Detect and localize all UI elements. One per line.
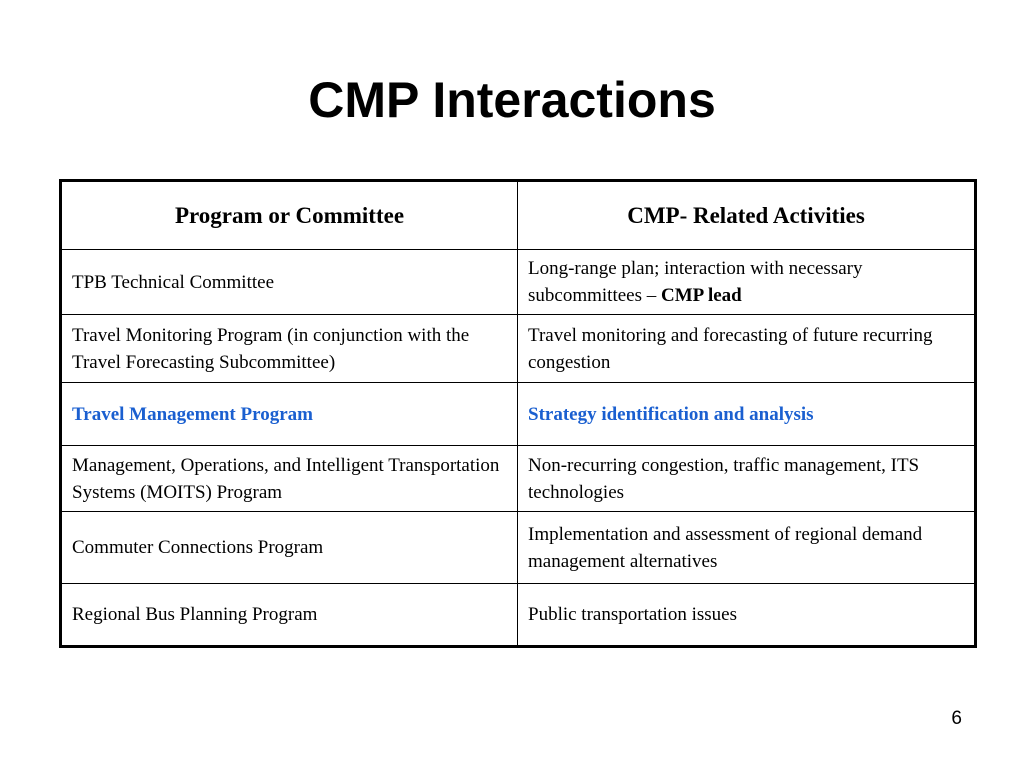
table-header-row: [61, 181, 976, 250]
slide-title: CMP Interactions: [308, 72, 716, 128]
cmp-interactions-table: [59, 179, 977, 648]
header-program-or-committee: Program or Committee: [61, 181, 518, 250]
activity-cell: Public transportation issues: [518, 584, 976, 647]
page-number: 6: [951, 708, 962, 729]
header-cmp-related-activities: CMP- Related Activities: [518, 181, 976, 250]
table-row: [61, 512, 976, 584]
activity-cell: [518, 250, 976, 315]
table-row: [61, 250, 976, 315]
program-cell: Commuter Connections Program: [61, 512, 518, 584]
table-row-highlighted: [61, 383, 976, 446]
activity-cell: Strategy identification and analysis: [518, 383, 976, 446]
activity-text: Long-range plan; interaction with necessary subcommittees –: [528, 258, 863, 306]
program-cell: Management, Operations, and Intelligent Transportation Systems (MOITS) Program: [61, 446, 518, 512]
activity-bold-suffix: CMP lead: [660, 285, 742, 306]
program-cell: TPB Technical Committee: [61, 250, 518, 315]
activity-cell: Travel monitoring and forecasting of future recurring congestion: [518, 315, 976, 383]
program-cell: Travel Monitoring Program (in conjunction with the Travel Forecasting Subcommittee): [61, 315, 518, 383]
table-row: [61, 584, 976, 647]
program-cell: Travel Management Program: [61, 383, 518, 446]
activity-cell: Non-recurring congestion, traffic management, ITS technologies: [518, 446, 976, 512]
program-cell: Regional Bus Planning Program: [61, 584, 518, 647]
activity-cell: Implementation and assessment of regional demand management alternatives: [518, 512, 976, 584]
table-row: [61, 446, 976, 512]
table-row: [61, 315, 976, 383]
